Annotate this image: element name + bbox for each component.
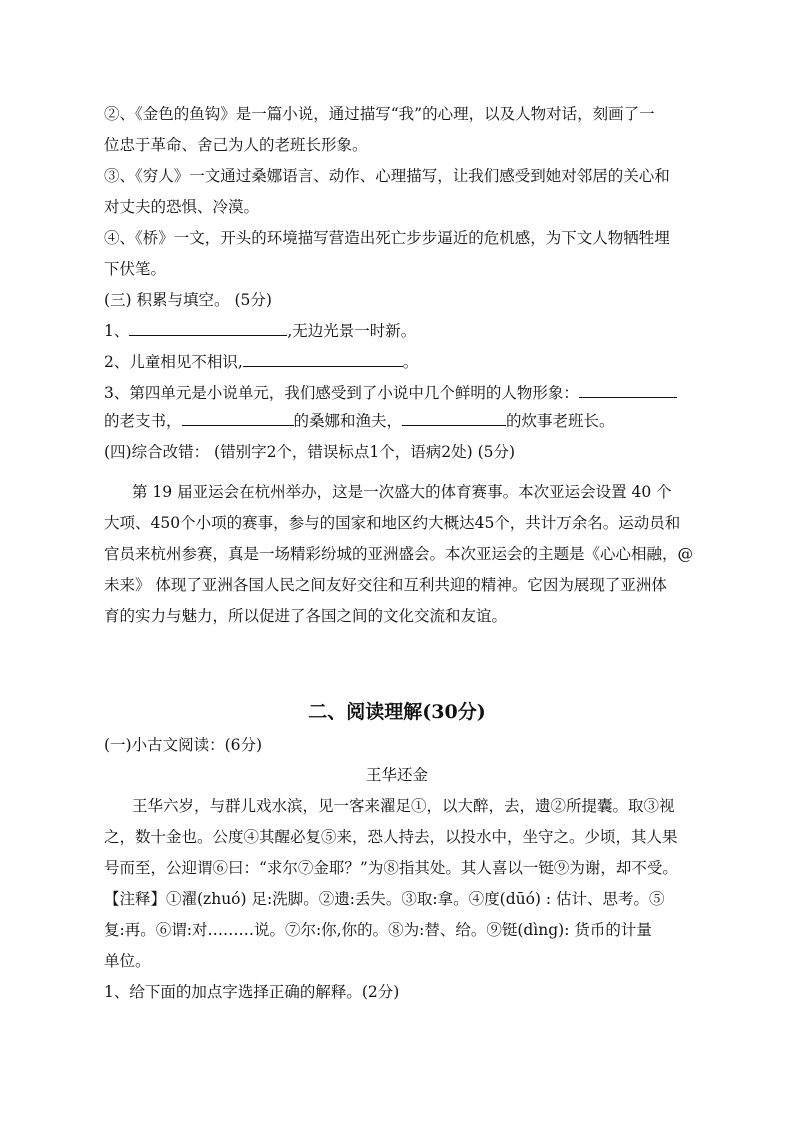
q3-a: 的老支书，	[104, 412, 182, 430]
story-title: 王华还金	[365, 766, 428, 784]
q2-prefix: 2、儿童相见不相识,	[104, 353, 243, 371]
blank-answer-3a[interactable]	[579, 383, 677, 398]
blank-answer-3c[interactable]	[402, 411, 506, 426]
item3-line2: 对丈夫的恐惧、冷漠。	[104, 198, 260, 216]
classical-reading-heading: (一)小古文阅读：(6分)	[104, 736, 263, 754]
correction-paragraph-line2: 大项、450个小项的赛事，参与的国家和地区约大概达45个，共计万余名。运动员和	[104, 514, 681, 532]
story-line1: 王华六岁，与群儿戏水滨，见一客来濯足①，以大醉，去，遗②所提囊。取③视	[132, 797, 675, 815]
q1-prefix: 1、	[104, 322, 130, 340]
q3-c: 的炊事老班长。	[506, 412, 615, 430]
part4-heading: (四)综合改错： (错别字2个，错误标点1个，语病2处) (5分)	[104, 443, 516, 461]
q3-line1: 3、第四单元是小说单元，我们感受到了小说中几个鲜明的人物形象：	[104, 384, 579, 402]
fill-question-2	[104, 352, 704, 372]
q3-b: 的桑娜和渔夫，	[293, 412, 403, 430]
item4-line1: ④、《桥》一文，开头的环境描写营造出死亡步步逼近的危机感，为下文人物牺牲埋	[104, 229, 670, 247]
notes-line2: 复:再。⑥谓:对………说。⑦尔:你,你的。⑧为:替、给。⑨铤(dìng): 货币的计量	[104, 921, 652, 939]
fill-question-1	[104, 321, 704, 341]
item3-line1: ③、《穷人》一文通过桑娜语言、动作、心理描写，让我们感受到她对邻居的关心和	[104, 167, 670, 185]
correction-paragraph-line1: 第 19 届亚运会在杭州举办，这是一次盛大的体育赛事。本次亚运会设置 40 个	[132, 483, 672, 501]
blank-answer-1[interactable]	[129, 321, 287, 336]
fill-question-3	[104, 383, 704, 403]
item2-line2: 位忠于革命、舍己为人的老班长形象。	[104, 136, 368, 154]
blank-answer-3b[interactable]	[182, 411, 294, 426]
notes-line1: 【注释】①濯(zhuó) 足:洗脚。②遗:丢失。③取:拿。④度(dūó) : 估计、思考。⑤	[104, 890, 665, 908]
fill-question-3-cont	[104, 411, 704, 431]
reading-section-title: 二、阅读理解(30分)	[308, 701, 486, 723]
q1-suffix: ,无边光景一时新。	[287, 322, 417, 340]
blank-answer-2[interactable]	[243, 352, 403, 367]
correction-paragraph-line3: 官员来杭州参赛，真是一场精彩纷城的亚洲盛会。本次亚运会的主题是《心心相融，@	[104, 545, 694, 563]
story-line2: 之，数十金也。公度④其醒必复⑤来，恐人持去，以投水中，坐守之。少顷，其人果	[104, 828, 678, 846]
item4-line2: 下伏笔。	[104, 260, 167, 278]
notes-line3: 单位。	[104, 952, 151, 970]
item2-line1: ②、《金色的鱼钩》是一篇小说，通过描写“我”的心理，以及人物对话，刻画了一	[104, 105, 655, 123]
story-line3: 号而至，公迎谓⑥曰：“求尔⑦金耶？”为⑧指其处。其人喜以一铤⑨为谢，却不受。	[104, 859, 678, 877]
correction-paragraph-line4: 未来》 体现了亚洲各国人民之间友好交往和互利共迎的精神。它因为展现了亚洲体	[104, 576, 667, 594]
q2-suffix: 。	[402, 353, 419, 371]
correction-paragraph-line5: 育的实力与魅力，所以促进了各国之间的文化交流和友谊。	[104, 607, 508, 625]
part3-heading: (三) 积累与填空。 (5分)	[104, 291, 272, 309]
question-1: 1、给下面的加点字选择正确的解释。(2分)	[104, 983, 400, 1001]
